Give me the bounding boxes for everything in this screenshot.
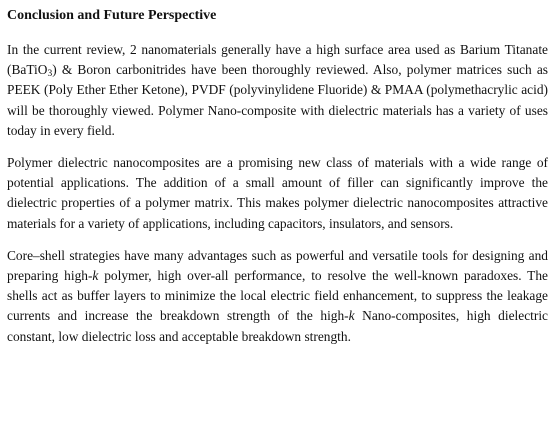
paragraph-1-subscript: 3 bbox=[47, 69, 53, 80]
paragraph-3 bbox=[7, 246, 548, 347]
paragraph-1 bbox=[7, 40, 548, 141]
paragraph-3-text-b: polymer, high over-all performance, to resolve the well-known paradoxes. The shells act as buffer layers to minimize the local electric field enhancement, to suppress the leakage currents and increase the breakdown strength of the high- bbox=[7, 268, 549, 324]
paragraph-1-text-a: In the current review, 2 nanomaterials generally have a high surface area used as Barium Titanate (BaTiO bbox=[7, 42, 548, 78]
paragraph-3-text-a: Core–shell strategies have many advantages such as powerful and versatile tools for designing and preparing high- bbox=[7, 247, 548, 284]
section-heading: Conclusion and Future Perspective bbox=[7, 8, 217, 23]
paragraph-3-k-symbol-2: k bbox=[348, 308, 355, 324]
paragraph-3-text-c: Nano-composites, high dielectric constant, low dielectric loss and acceptable breakdown strength. bbox=[7, 308, 548, 344]
document-page bbox=[7, 0, 548, 347]
paragraph-2: Polymer dielectric nanocomposites are a promising new class of materials with a wide range of potential applications. The addition of a small amount of filler can significantly improve the dielectric properties of a polymer matrix. This makes polymer dielectric nanocomposites attractive materials for a variety of applications, including capacitors, insulators, and sensors. bbox=[7, 155, 548, 231]
paragraph-3-k-symbol-1: k bbox=[92, 268, 99, 284]
paragraph-1-text-b: ) & Boron carbonitrides have been thoroughly reviewed. Also, polymer matrices such as PEEK (Poly Ether Ether Ketone), PVDF (polyvinylidene Fluoride) & PMAA (polymethacrylic acid) will be thoroughly viewed. Polymer Nano-composite with dielectric materials has a variety of uses today in every field. bbox=[7, 62, 548, 138]
